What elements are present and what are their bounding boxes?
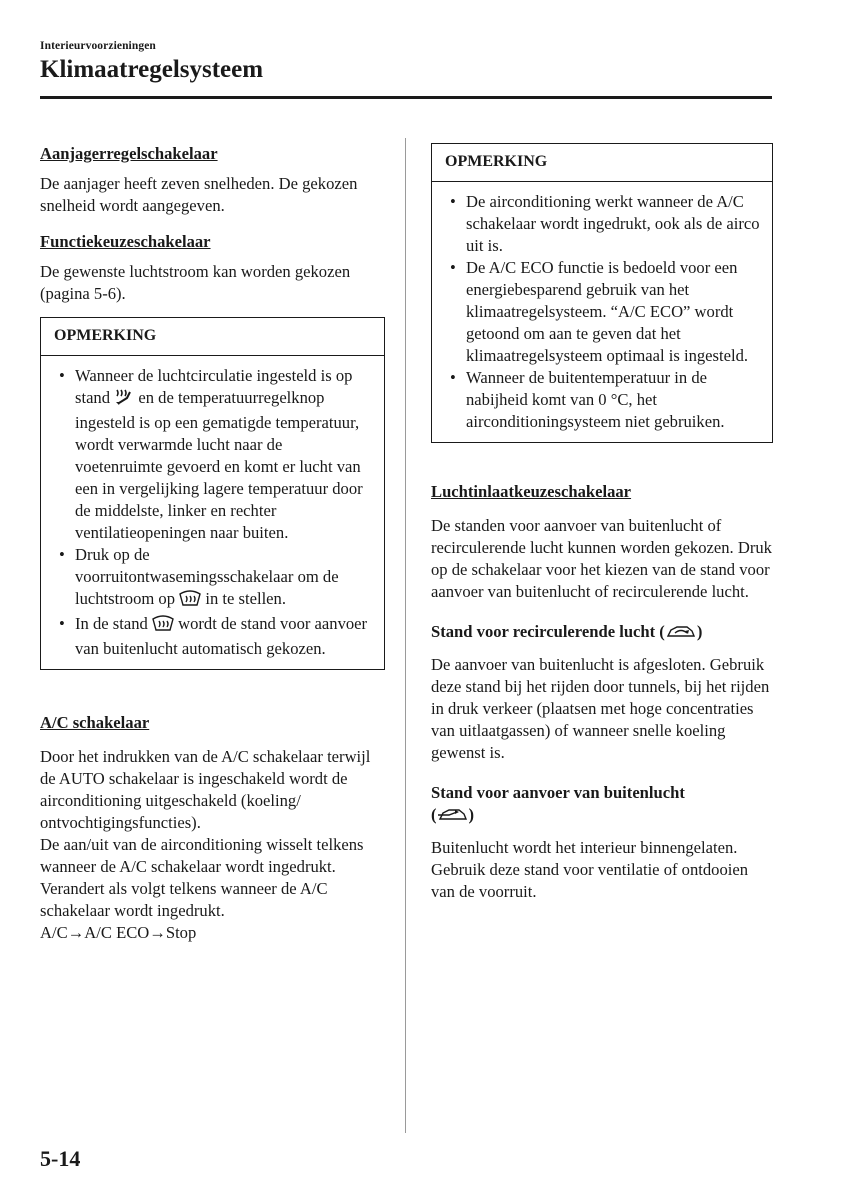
recirc-heading xyxy=(431,621,773,646)
note-body xyxy=(432,182,772,442)
blower-text: De aanjager heeft zeven snelheden. De gekozen snelheid wordt aangegeven. xyxy=(40,174,358,215)
note-box-left xyxy=(40,317,385,670)
ac-text-1: Door het indrukken van de A/C schakelaar terwijl de AUTO schakelaar is ingeschakeld wordt de airconditioning uitgeschakeld (koeling/ ontvochtigingsfuncties). xyxy=(40,747,371,832)
note-item xyxy=(53,613,372,660)
page-number: 5-14 xyxy=(40,1146,81,1171)
bullet-dot: • xyxy=(450,192,456,211)
header-rule xyxy=(40,96,772,99)
note-item-text: Wanneer de luchtcirculatie ingesteld is op stand xyxy=(75,366,353,407)
recirc-heading-text: Stand voor recirculerende lucht ( xyxy=(431,622,665,641)
ac-heading: A/C schakelaar xyxy=(40,713,150,732)
page-title: Klimaatregelsysteem xyxy=(40,56,264,83)
windshield-defrost-icon xyxy=(179,589,201,613)
note-item-text: in te stellen. xyxy=(205,589,286,608)
note-item xyxy=(444,191,760,257)
recirculate-car-icon xyxy=(665,624,697,646)
fresh-heading-text: Stand voor aanvoer van buitenlucht xyxy=(431,783,685,802)
recirc-text: De aanvoer van buitenlucht is afgesloten. Gebruik deze stand bij het rijden door tunnels, bij het rijden in druk verkeer (plaatsen met hoge concentraties van uitlaatgassen) of wanneer snelle koeling gewenst is. xyxy=(431,655,770,762)
note-title: OPMERKING xyxy=(432,144,772,182)
note-item-text: Druk op de voorruitontwasemingsschakelaar om de luchtstroom op xyxy=(75,545,339,608)
note-item-text: wordt de stand voor aanvoer van buitenlucht automatisch gekozen. xyxy=(75,614,368,658)
blower-heading: Aanjagerregelschakelaar xyxy=(40,144,218,163)
fresh-air-car-icon xyxy=(437,807,469,829)
left-column xyxy=(40,143,385,944)
note-item-text: Wanneer de buitentemperatuur in de nabijheid komt van 0 °C, het airconditioningsysteem niet gebruiken. xyxy=(466,368,725,431)
intake-text: De standen voor aanvoer van buitenlucht of recirculerende lucht kunnen worden gekozen. Druk op de schakelaar voor het kiezen van de stand voor aanvoer van buitenlucht of recirculerende lucht. xyxy=(431,516,772,601)
floor-defrost-icon xyxy=(114,388,134,412)
bullet-dot: • xyxy=(450,368,456,387)
mode-heading: Functiekeuzeschakelaar xyxy=(40,232,211,251)
right-column xyxy=(431,143,773,917)
note-item-text: De A/C ECO functie is bedoeld voor een energiebesparend gebruik van het klimaatregelsysteem. “A/C ECO” wordt getoond om aan te geven dat het klimaatregelsysteem optimaal is ingesteld. xyxy=(466,258,749,365)
note-title: OPMERKING xyxy=(41,318,384,356)
intake-heading: Luchtinlaatkeuzeschakelaar xyxy=(431,482,632,501)
note-item-text: In de stand xyxy=(75,614,148,633)
note-item xyxy=(53,365,372,544)
note-item xyxy=(444,367,760,433)
bullet-dot: • xyxy=(59,545,65,564)
mode-text: De gewenste luchtstroom kan worden gekozen (pagina 5-6). xyxy=(40,262,351,303)
note-box-right xyxy=(431,143,773,443)
bullet-dot: • xyxy=(59,366,65,385)
bullet-dot: • xyxy=(450,258,456,277)
ac-text-2: De aan/uit van de airconditioning wisselt telkens wanneer de A/C schakelaar wordt ingedrukt. xyxy=(40,835,364,876)
ac-sequence: A/C→A/C ECO→Stop xyxy=(40,923,197,942)
note-item-text: en de temperatuurregelknop ingesteld is op een gematigde temperatuur, wordt verwarmde lucht naar de voetenruimte gevoerd en komt er lucht van een in vergelijking lagere temperatuur door de middelste, linker en rechter ventilatieopeningen naar buiten. xyxy=(75,388,363,542)
fresh-text: Buitenlucht wordt het interieur binnengelaten. Gebruik deze stand voor ventilatie of ontdooien van de voorruit. xyxy=(431,838,749,901)
bullet-dot: • xyxy=(59,614,65,633)
recirc-heading-text: ) xyxy=(696,622,703,641)
fresh-heading-text: ) xyxy=(468,805,475,824)
note-item-text: De airconditioning werkt wanneer de A/C schakelaar wordt ingedrukt, ook als de airco uit is. xyxy=(466,192,760,255)
windshield-defrost-icon xyxy=(152,614,174,638)
ac-text-3: Verandert als volgt telkens wanneer de A/C schakelaar wordt ingedrukt. xyxy=(40,879,328,920)
note-item xyxy=(444,257,760,367)
section-label: Interieurvoorzieningen xyxy=(40,40,156,52)
fresh-heading-text: ( xyxy=(431,805,437,824)
column-divider xyxy=(405,138,406,1133)
fresh-heading xyxy=(431,782,773,829)
note-body xyxy=(41,356,384,669)
note-item xyxy=(53,544,372,613)
